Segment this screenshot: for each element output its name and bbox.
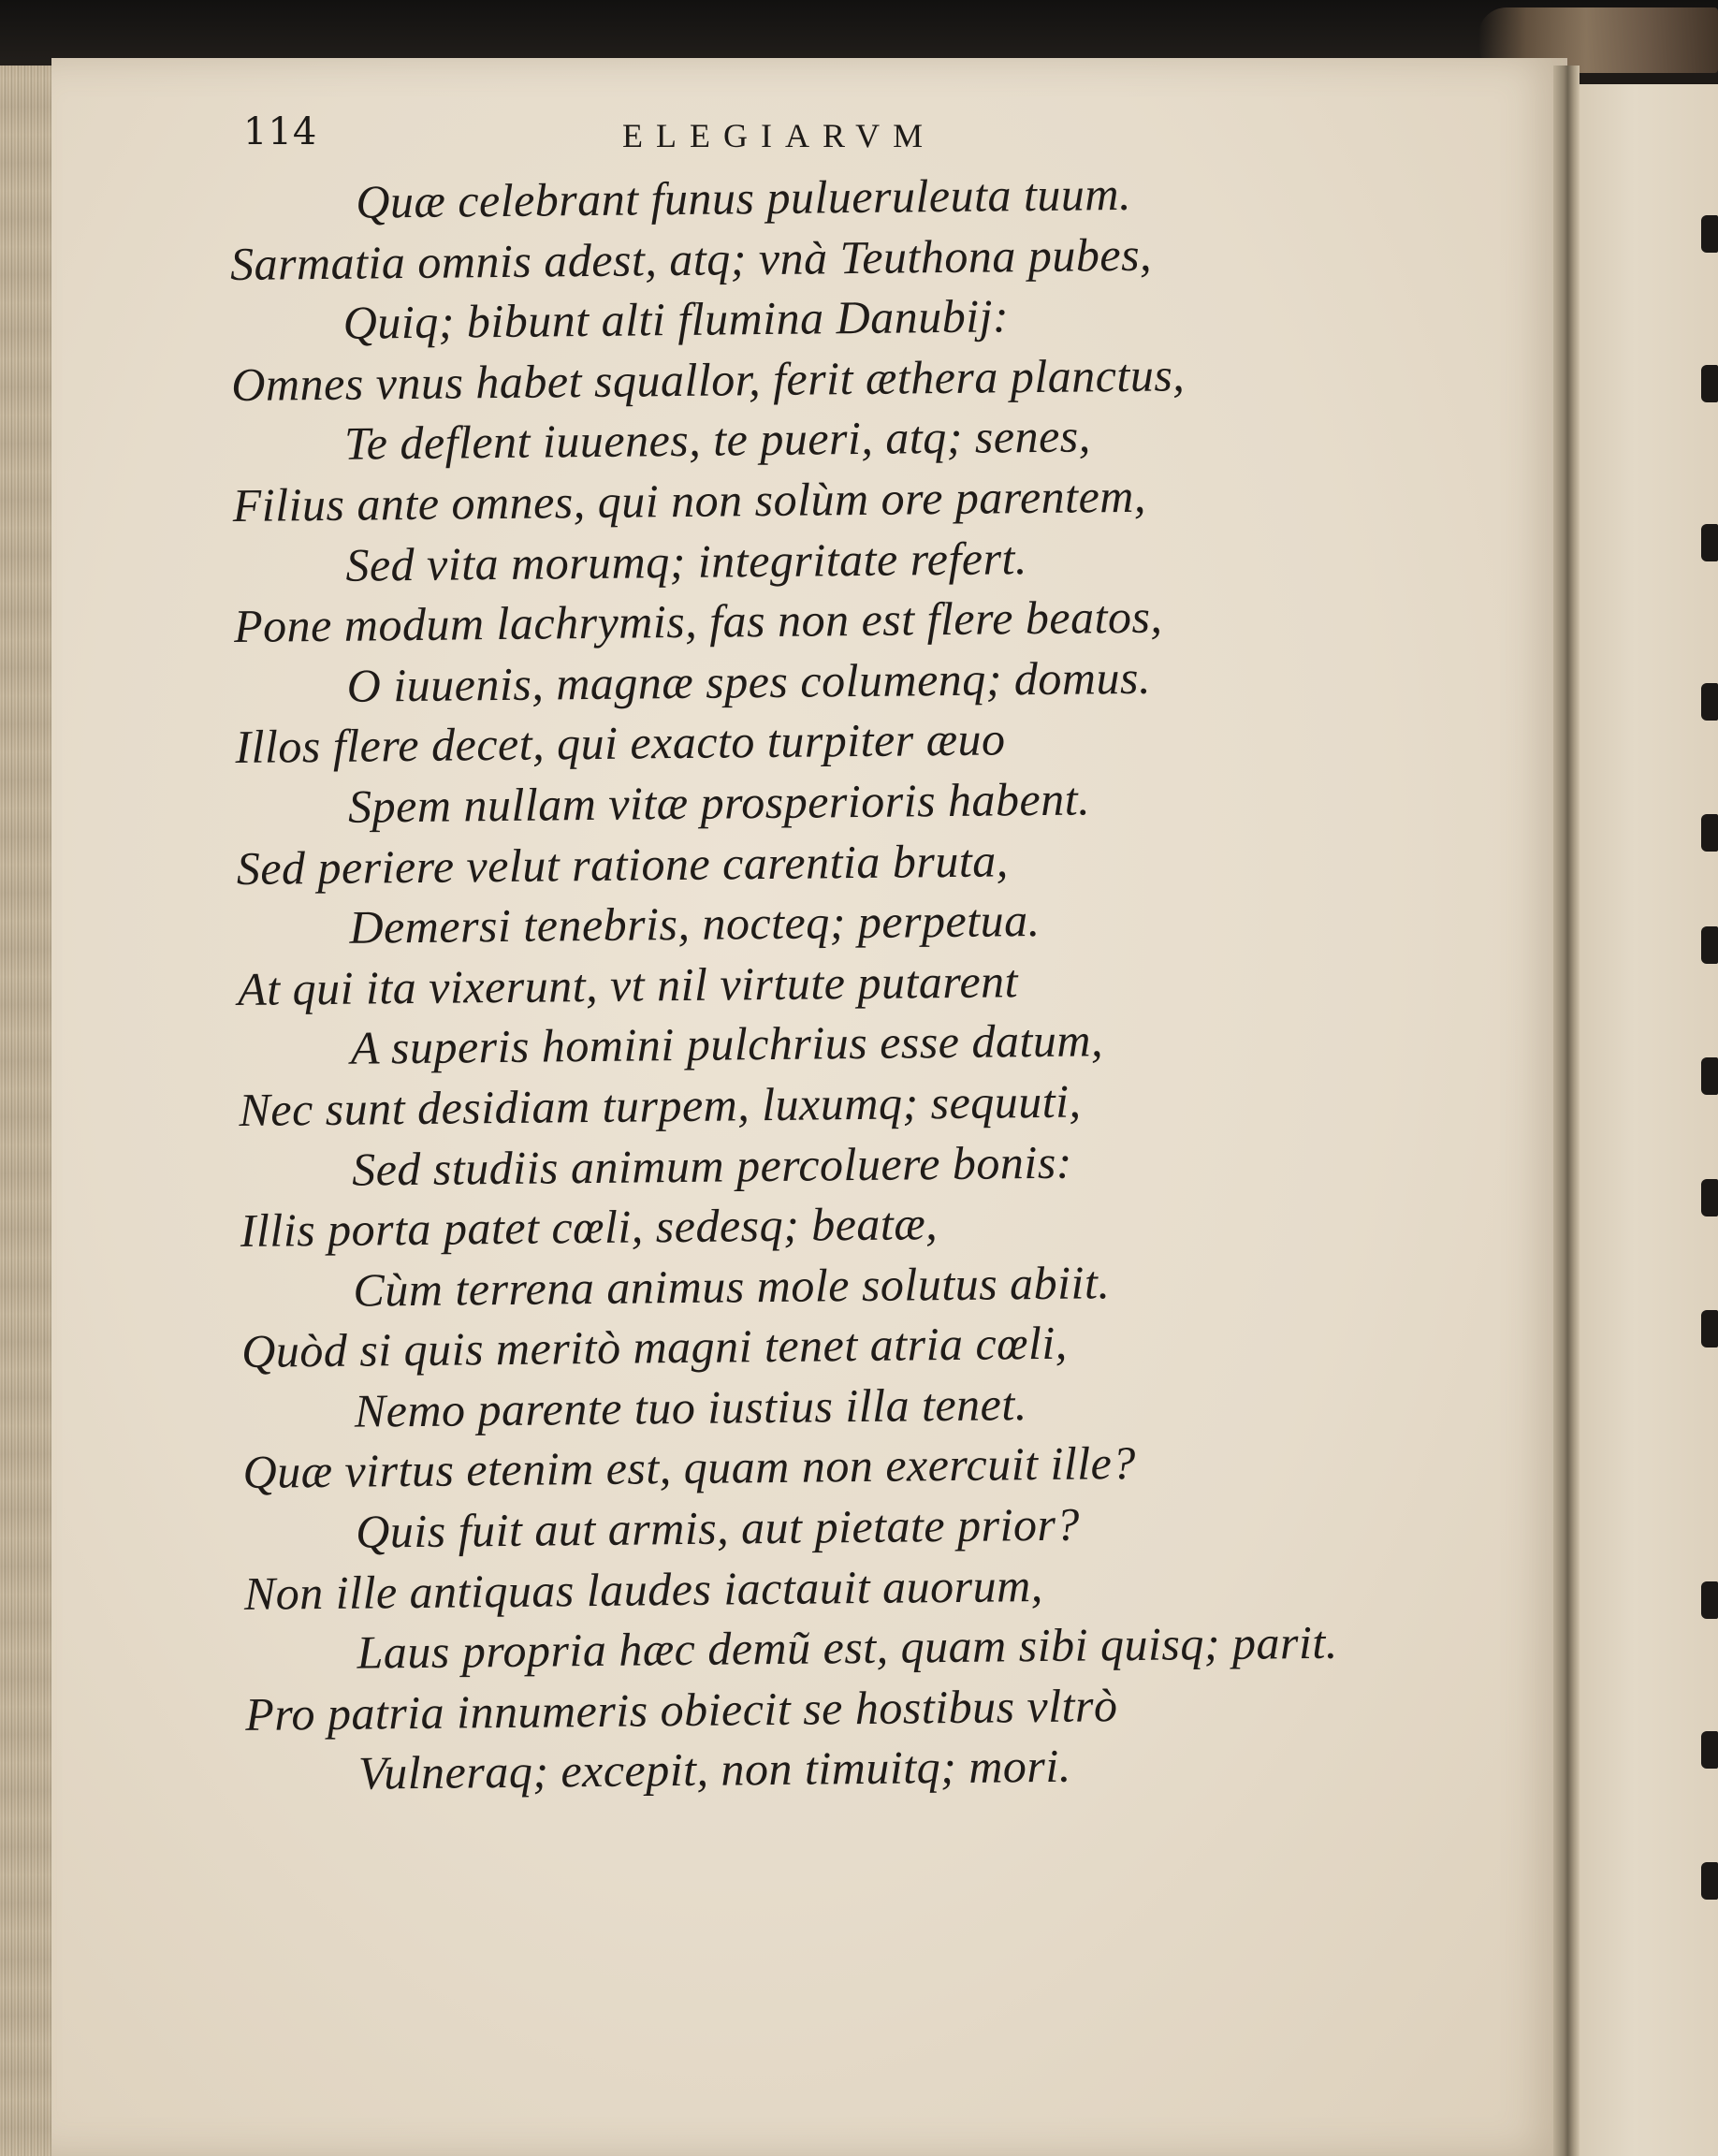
verse-line: Cùm terrena animus mole solutus abiit. xyxy=(353,1255,1111,1317)
page-header xyxy=(243,110,1460,167)
facing-page-letter xyxy=(1701,814,1718,852)
page-number: 114 xyxy=(243,110,318,153)
verse-line: Demersi tenebris, nocteq; perpetua. xyxy=(349,894,1041,954)
verse-line: Pone modum lachrymis, fas non est flere beatos, xyxy=(233,590,1163,653)
verse-line: Omnes vnus habet squallor, ferit æthera planctus, xyxy=(231,348,1186,411)
verse-line: Quis fuit aut armis, aut pietate prior? xyxy=(355,1497,1081,1558)
verse-block xyxy=(229,160,1463,1805)
verse-line: Nec sunt desidiam turpem, luxumq; sequuti, xyxy=(239,1074,1082,1136)
facing-page-letter xyxy=(1701,215,1718,253)
facing-page-letter xyxy=(1701,683,1718,721)
verse-line: At qui ita vixerunt, vt nil virtute putarent xyxy=(237,954,1019,1015)
verse-line: Laus propria hæc demũ est, quam sibi quisq; parit. xyxy=(357,1615,1339,1679)
verse-line: Quiq; bibunt alti flumina Danubij: xyxy=(342,289,1010,349)
verse-line: Sed vita morumq; integritate refert. xyxy=(345,531,1028,591)
facing-page-letter xyxy=(1701,365,1718,402)
facing-page-letter xyxy=(1701,1731,1718,1769)
verse-line: Non ille antiquas laudes iactauit auorum, xyxy=(243,1558,1043,1620)
verse-line: Sed studiis animum percoluere bonis: xyxy=(351,1135,1073,1196)
verse-line: Quòd si quis meritò magni tenet atria cœli, xyxy=(240,1316,1069,1378)
verse-line: Illos flere decet, qui exacto turpiter æuo xyxy=(235,712,1006,774)
facing-page-letter xyxy=(1701,1862,1718,1900)
facing-page xyxy=(1580,84,1718,2156)
verse-line: Illis porta patet cœli, sedesq; beatæ, xyxy=(240,1197,939,1258)
facing-page-letter xyxy=(1701,1581,1718,1619)
verse-line: Nemo parente tuo iustius illa tenet. xyxy=(354,1377,1027,1437)
running-head: ELEGIARVM xyxy=(622,117,937,154)
verse-line: Filius ante omnes, qui non solùm ore parentem, xyxy=(232,469,1147,532)
verse-line: Sarmatia omnis adest, atq; vnà Teuthona pubes, xyxy=(229,227,1153,290)
facing-page-letter xyxy=(1701,926,1718,964)
verse-line: Pro patria innumeris obiecit se hostibus vltrò xyxy=(244,1678,1118,1741)
page-edges xyxy=(0,66,58,2156)
verse-line: A superis homini pulchrius esse datum, xyxy=(350,1013,1104,1075)
facing-page-letter xyxy=(1701,1057,1718,1095)
verse-line: O iuuenis, magnæ spes columenq; domus. xyxy=(346,650,1152,712)
facing-page-letter xyxy=(1701,524,1718,561)
verse-line: Vulneraq; excepit, non timuitq; mori. xyxy=(357,1740,1072,1800)
book-gutter xyxy=(1553,66,1580,2156)
facing-page-letter xyxy=(1701,1310,1718,1348)
verse-line: Sed periere velut ratione carentia bruta, xyxy=(236,833,1009,895)
verse-line: Quæ celebrant funus pulueruleuta tuum. xyxy=(356,167,1132,228)
verse-line: Spem nullam vitæ prosperioris habent. xyxy=(347,772,1091,833)
verse-line: Te deflent iuuenes, te pueri, atq; senes, xyxy=(343,409,1091,471)
facing-page-letter xyxy=(1701,1179,1718,1216)
verse-line: Quæ virtus etenim est, quam non exercuit ille? xyxy=(242,1436,1137,1499)
